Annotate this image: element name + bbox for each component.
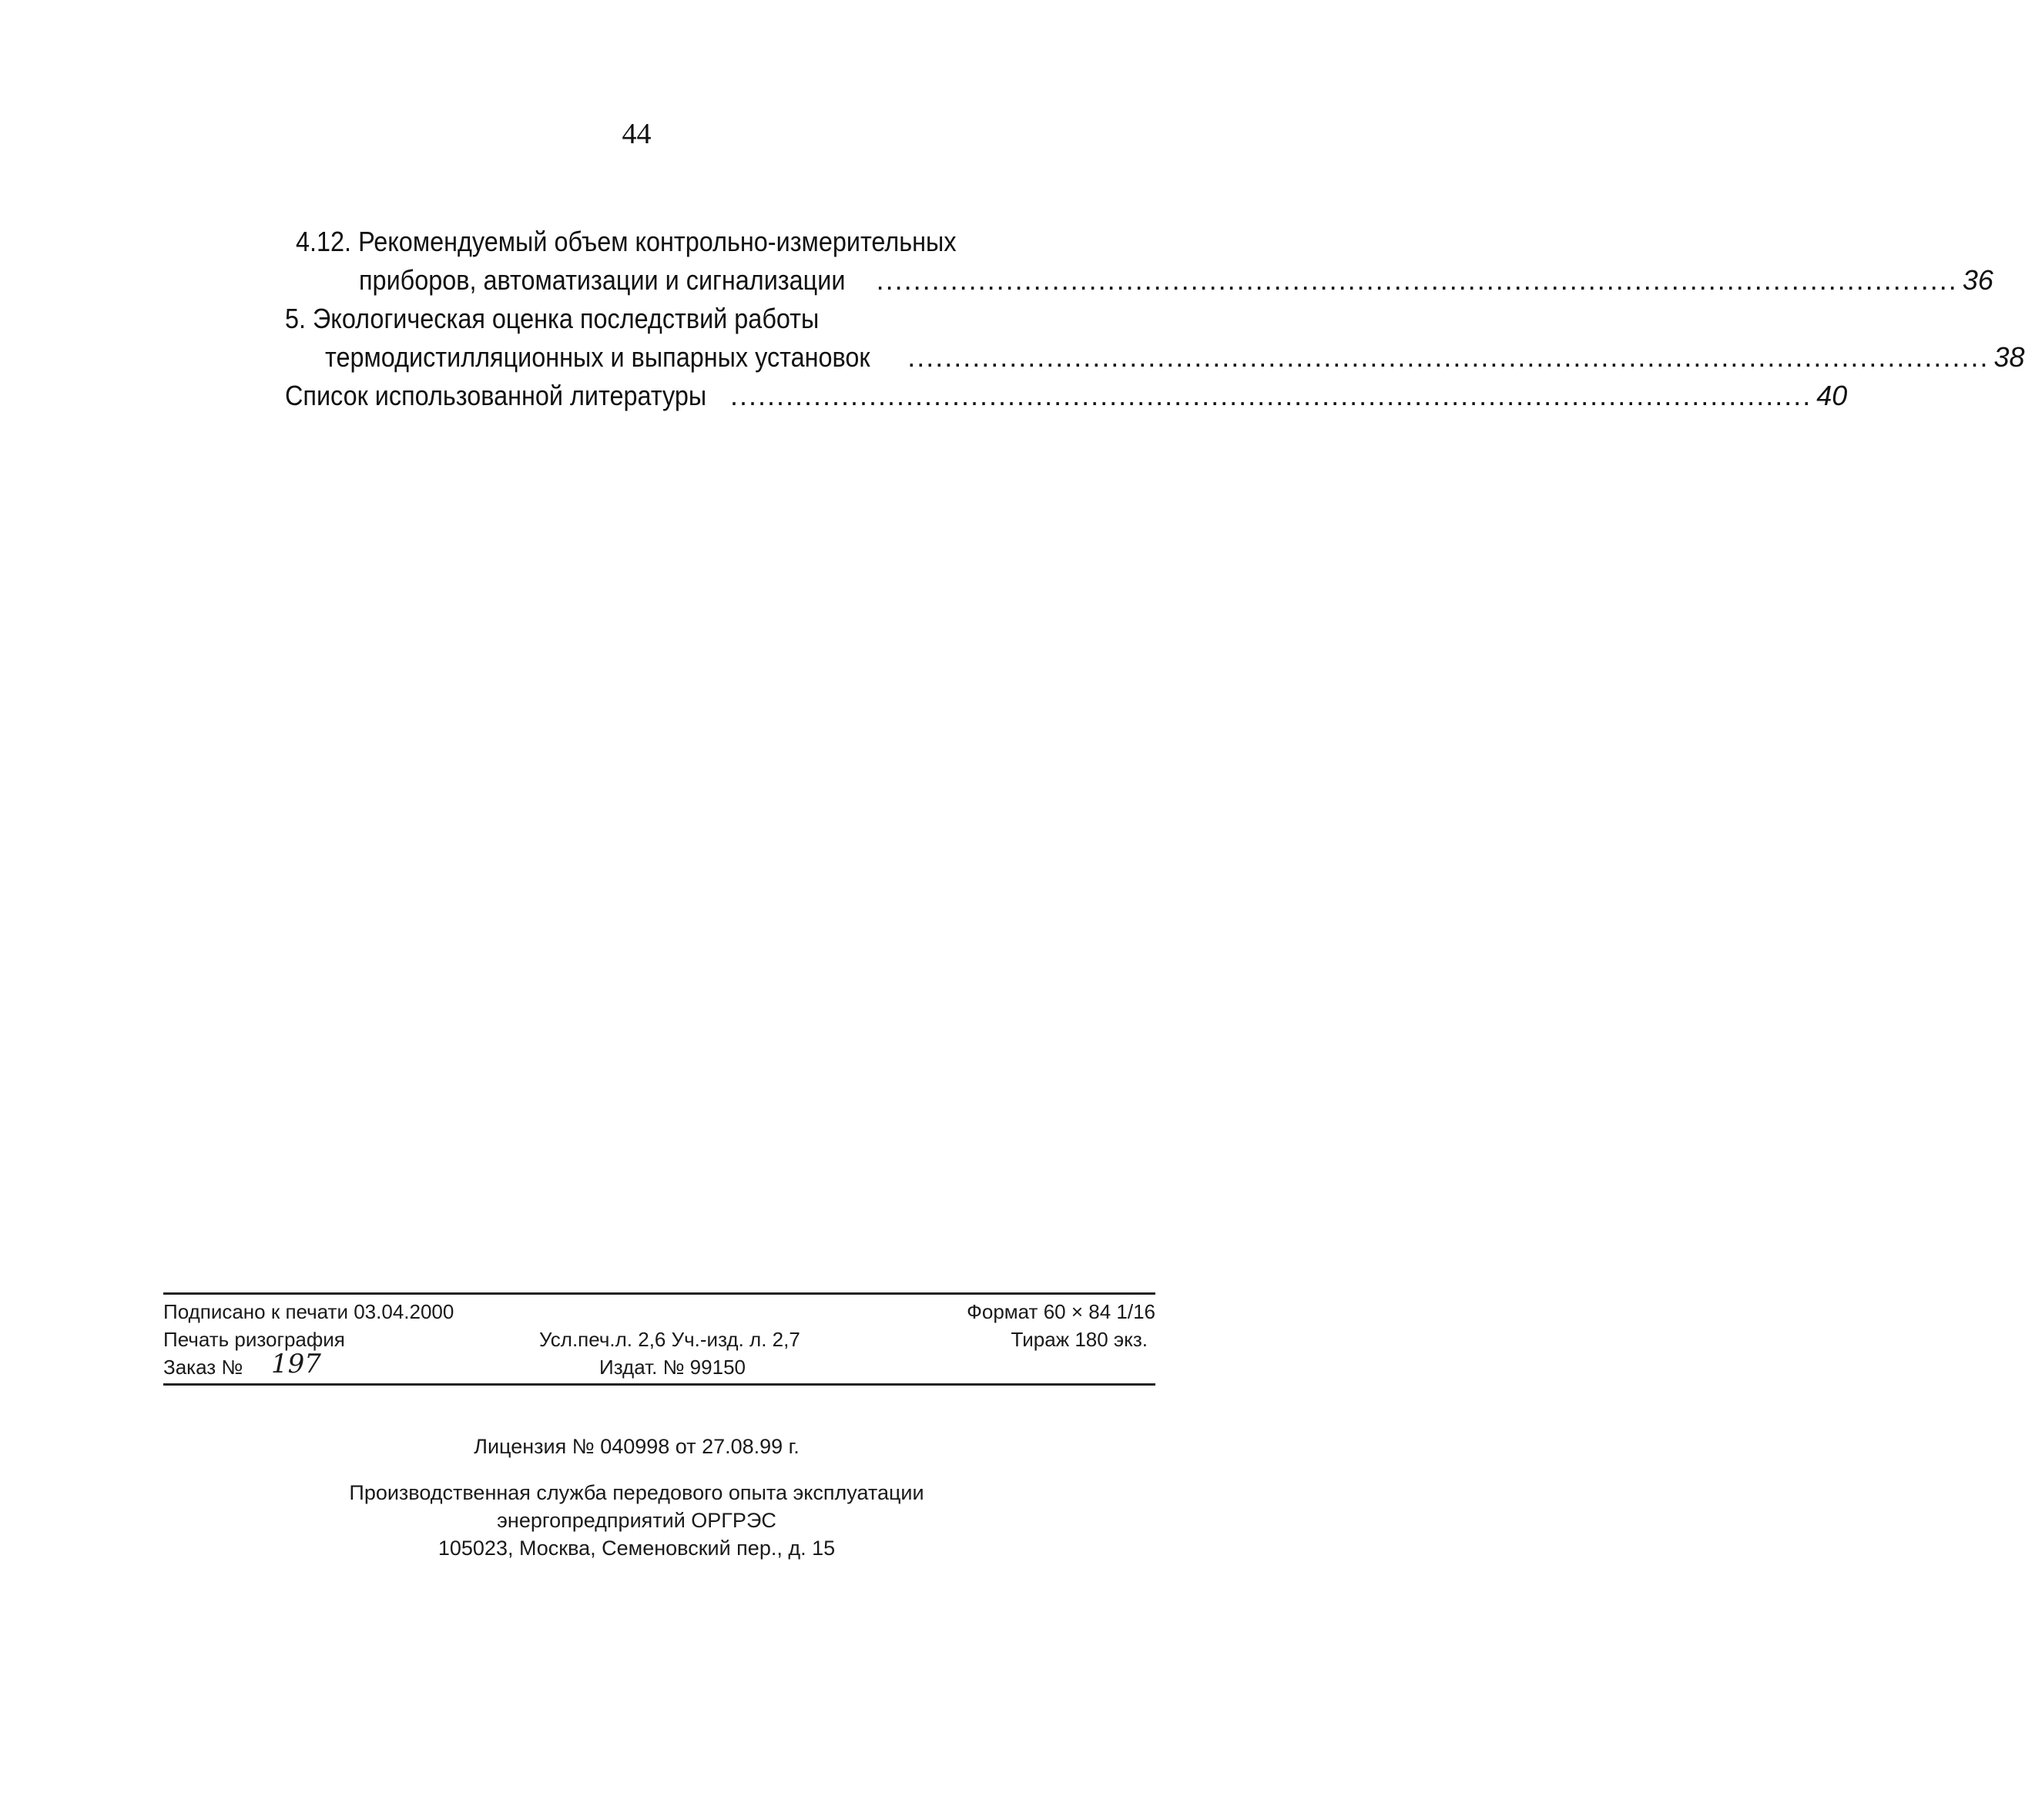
printed-sheets: Усл.печ.л. 2,6 Уч.-изд. л. 2,7 <box>539 1328 800 1351</box>
page-number: 44 <box>622 118 652 150</box>
toc-references-entry <box>285 377 1848 414</box>
order-number-handwritten: 197 <box>271 1349 321 1379</box>
publisher-number: Издат. № 99150 <box>599 1356 746 1379</box>
toc-leader-dots: ..................................................................................................................... <box>876 264 1958 296</box>
toc-item-5-entry <box>325 339 2025 376</box>
publisher-block <box>0 1479 1273 1562</box>
toc-references-text: Список использованной литературы <box>285 380 707 411</box>
toc-item-5-page: 38 <box>1993 341 2025 373</box>
print-type: Печать ризография <box>163 1328 345 1351</box>
toc-item-4-12-title: 4.12. Рекомендуемый объем контрольно-измерительных <box>296 226 957 257</box>
toc-leader-dots: ..................................................................................................................... <box>907 341 1990 373</box>
print-run: Тираж 180 экз. <box>1011 1328 1148 1351</box>
imprint-bottom-rule <box>163 1383 1155 1386</box>
publisher-address: 105023, Москва, Семеновский пер., д. 15 <box>438 1537 836 1560</box>
paper-format: Формат 60 × 84 1/16 <box>967 1300 1155 1323</box>
toc-item-5-text: термодистилляционных и выпарных установок <box>325 341 870 373</box>
toc-references-page: 40 <box>1816 380 1848 411</box>
imprint-row-1 <box>163 1299 1155 1325</box>
order-label: Заказ № <box>163 1356 243 1379</box>
imprint-top-rule <box>163 1292 1155 1295</box>
toc-item-4-12-text: приборов, автоматизации и сигнализации <box>359 264 846 296</box>
license: Лицензия № 040998 от 27.08.99 г. <box>474 1435 800 1458</box>
toc-item-4-12-entry <box>359 262 1993 299</box>
toc-item-5-title: 5. Экологическая оценка последствий работы <box>285 303 820 334</box>
toc-item-4-12-page: 36 <box>1962 264 1993 296</box>
license-line <box>0 1433 1273 1460</box>
signed-for-print: Подписано к печати 03.04.2000 <box>163 1300 454 1323</box>
toc-leader-dots: ..................................................................................................................... <box>730 380 1812 411</box>
publisher-name-line2: энергопредприятий ОРГРЭС <box>497 1509 776 1532</box>
imprint-row-3 <box>163 1349 1155 1380</box>
publisher-name-line1: Производственная служба передового опыта эксплуатации <box>349 1481 924 1504</box>
